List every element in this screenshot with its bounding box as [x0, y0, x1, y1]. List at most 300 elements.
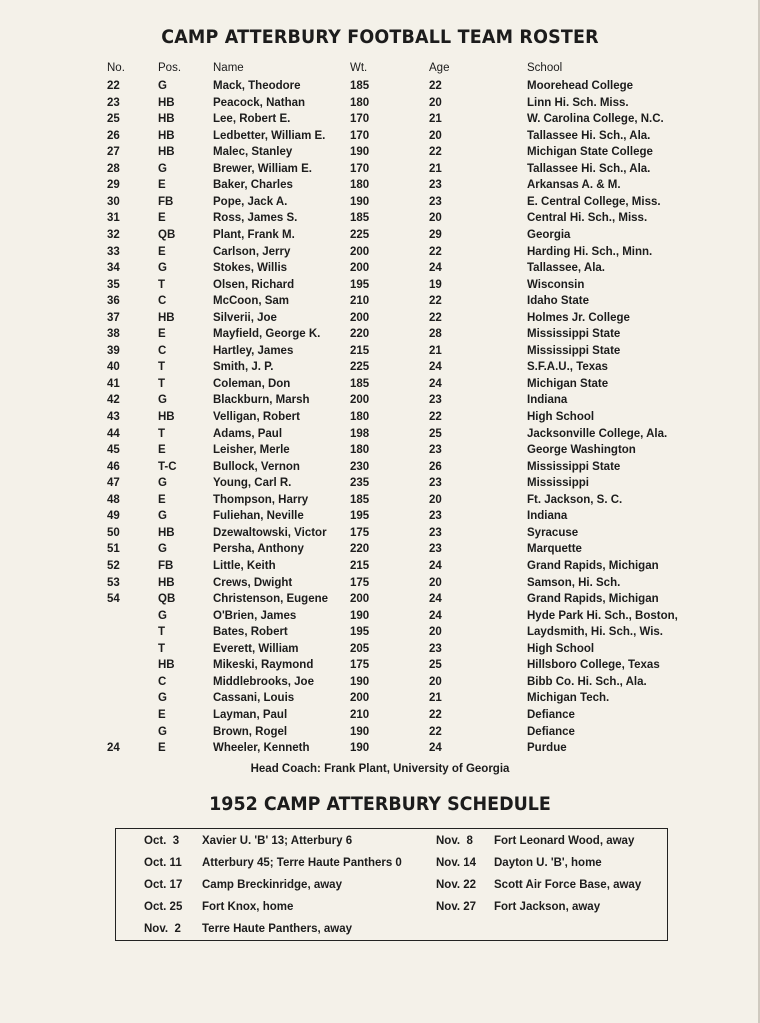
schedule-game: Fort Leonard Wood, away — [494, 835, 635, 847]
cell-pos: T — [158, 377, 166, 390]
table-row — [0, 428, 760, 444]
cell-pos: T — [158, 427, 166, 440]
roster-header — [0, 62, 760, 78]
cell-pos: E — [158, 328, 166, 341]
schedule-date: Oct. 25 — [144, 901, 183, 913]
schedule-game: Camp Breckinridge, away — [202, 879, 342, 891]
cell-name: Layman, Paul — [213, 708, 288, 721]
cell-no: 34 — [107, 262, 120, 275]
cell-age: 25 — [429, 427, 442, 440]
cell-age: 23 — [429, 179, 442, 192]
cell-wt: 180 — [350, 179, 370, 192]
cell-wt: 195 — [350, 626, 370, 639]
cell-name: O'Brien, James — [213, 609, 297, 622]
cell-name: Christenson, Eugene — [213, 593, 329, 606]
cell-pos: C — [158, 675, 167, 688]
cell-wt: 180 — [350, 444, 370, 457]
page-title: CAMP ATTERBURY FOOTBALL TEAM ROSTER — [161, 26, 599, 48]
schedule-game: Terre Haute Panthers, away — [202, 923, 352, 935]
cell-wt: 195 — [350, 510, 370, 523]
cell-name: Brewer, William E. — [213, 162, 312, 175]
cell-no: 30 — [107, 195, 120, 208]
cell-age: 23 — [429, 477, 442, 490]
schedule-game: Scott Air Force Base, away — [494, 879, 642, 891]
table-row — [0, 378, 760, 394]
cell-school: Arkansas A. & M. — [527, 179, 621, 192]
schedule-title: 1952 CAMP ATTERBURY SCHEDULE — [209, 793, 551, 815]
cell-school: Ft. Jackson, S. C. — [527, 493, 623, 506]
cell-pos: E — [158, 179, 166, 192]
cell-age: 23 — [429, 195, 442, 208]
cell-no: 36 — [107, 295, 120, 308]
table-row — [0, 510, 760, 526]
cell-wt: 210 — [350, 295, 370, 308]
schedule-date: Oct. 17 — [144, 879, 183, 891]
cell-wt: 200 — [350, 394, 370, 407]
cell-wt: 185 — [350, 377, 370, 390]
table-row — [0, 543, 760, 559]
cell-pos: T-C — [158, 460, 177, 473]
cell-name: Plant, Frank M. — [213, 229, 295, 241]
cell-wt: 175 — [350, 659, 370, 672]
cell-pos: FB — [158, 560, 174, 572]
cell-wt: 175 — [350, 526, 370, 539]
table-row — [0, 626, 760, 642]
cell-pos: QB — [158, 229, 176, 241]
cell-school: Mississippi State — [527, 344, 621, 357]
cell-wt: 190 — [350, 609, 370, 622]
table-row — [0, 262, 760, 278]
cell-age: 23 — [429, 642, 442, 655]
cell-school: Linn Hi. Sch. Miss. — [527, 96, 629, 109]
cell-wt: 185 — [350, 212, 370, 225]
cell-age: 19 — [429, 278, 442, 291]
cell-wt: 200 — [350, 245, 370, 258]
cell-school: Tallassee Hi. Sch., Ala. — [527, 129, 651, 142]
cell-age: 23 — [429, 526, 442, 539]
cell-name: Malec, Stanley — [213, 146, 293, 159]
table-row — [0, 146, 760, 162]
cell-no: 42 — [107, 394, 120, 407]
cell-pos: HB — [158, 96, 175, 109]
cell-wt: 225 — [350, 361, 370, 374]
table-row — [0, 461, 760, 477]
schedule-game: Atterbury 45; Terre Haute Panthers 0 — [202, 857, 402, 869]
cell-school: Grand Rapids, Michigan — [527, 560, 659, 572]
cell-school: Laydsmith, Hi. Sch., Wis. — [527, 626, 664, 639]
cell-pos: T — [158, 278, 166, 291]
cell-pos: G — [158, 609, 167, 622]
cell-no: 28 — [107, 162, 120, 175]
table-row — [0, 593, 760, 609]
cell-pos: G — [158, 80, 167, 92]
cell-name: Baker, Charles — [213, 179, 293, 192]
table-row — [0, 295, 760, 311]
cell-pos: FB — [158, 195, 174, 208]
cell-no: 38 — [107, 328, 120, 341]
schedule-game: Xavier U. 'B' 13; Atterbury 6 — [202, 835, 353, 847]
cell-age: 20 — [429, 129, 442, 142]
cell-pos: T — [158, 626, 166, 639]
schedule-game: Dayton U. 'B', home — [494, 857, 602, 869]
cell-name: McCoon, Sam — [213, 295, 290, 308]
cell-no: 40 — [107, 361, 120, 374]
cell-school: Tallassee, Ala. — [527, 262, 605, 275]
header-no: No. — [107, 62, 125, 74]
cell-no: 31 — [107, 212, 120, 225]
header-wt: Wt. — [350, 62, 368, 74]
cell-wt: 180 — [350, 96, 370, 109]
cell-name: Mack, Theodore — [213, 80, 301, 92]
cell-name: Leisher, Merle — [213, 444, 290, 457]
table-row — [0, 494, 760, 510]
table-row — [0, 726, 760, 742]
cell-pos: T — [158, 361, 166, 374]
schedule-date: Nov. 2 — [144, 923, 181, 935]
table-row — [0, 130, 760, 146]
cell-school: Michigan State — [527, 377, 609, 390]
table-row — [0, 212, 760, 228]
cell-no: 54 — [107, 593, 120, 606]
cell-wt: 215 — [350, 344, 370, 357]
cell-age: 24 — [429, 262, 442, 275]
cell-pos: HB — [158, 146, 175, 159]
cell-no: 33 — [107, 245, 120, 258]
cell-school: Holmes Jr. College — [527, 311, 630, 324]
cell-school: Marquette — [527, 543, 582, 556]
table-row — [0, 179, 760, 195]
cell-pos: E — [158, 444, 166, 457]
cell-age: 22 — [429, 311, 442, 324]
cell-pos: HB — [158, 129, 175, 142]
cell-pos: HB — [158, 526, 175, 539]
table-row — [0, 80, 760, 96]
cell-age: 20 — [429, 675, 442, 688]
cell-school: Georgia — [527, 229, 571, 241]
cell-name: Peacock, Nathan — [213, 96, 306, 109]
cell-pos: E — [158, 708, 166, 721]
cell-pos: HB — [158, 311, 175, 324]
table-row — [0, 394, 760, 410]
cell-age: 24 — [429, 742, 442, 754]
schedule-date: Oct. 3 — [144, 835, 180, 847]
table-row — [0, 709, 760, 725]
cell-pos: HB — [158, 113, 175, 126]
table-row — [0, 643, 760, 659]
cell-age: 23 — [429, 543, 442, 556]
cell-no: 35 — [107, 278, 120, 291]
cell-wt: 190 — [350, 725, 370, 738]
cell-pos: E — [158, 245, 166, 258]
table-row — [0, 444, 760, 460]
cell-age: 21 — [429, 162, 442, 175]
cell-wt: 220 — [350, 328, 370, 341]
schedule-box — [115, 828, 668, 941]
cell-school: Michigan State College — [527, 146, 653, 159]
cell-name: Little, Keith — [213, 560, 276, 572]
header-name: Name — [213, 62, 244, 74]
cell-no: 32 — [107, 229, 120, 241]
cell-name: Mayfield, George K. — [213, 328, 321, 341]
cell-school: Michigan Tech. — [527, 692, 610, 705]
cell-wt: 200 — [350, 262, 370, 275]
cell-age: 20 — [429, 493, 442, 506]
cell-age: 21 — [429, 692, 442, 705]
cell-age: 23 — [429, 444, 442, 457]
table-row — [0, 163, 760, 179]
table-row — [0, 279, 760, 295]
cell-age: 24 — [429, 609, 442, 622]
cell-no: 51 — [107, 543, 120, 556]
cell-school: Jacksonville College, Ala. — [527, 427, 668, 440]
cell-no: 26 — [107, 129, 120, 142]
head-coach: Head Coach: Frank Plant, University of Georgia — [250, 763, 510, 775]
cell-age: 26 — [429, 460, 442, 473]
cell-no: 22 — [107, 80, 120, 92]
cell-wt: 190 — [350, 195, 370, 208]
schedule-date: Nov. 8 — [436, 835, 473, 847]
cell-name: Pope, Jack A. — [213, 195, 288, 208]
table-row — [0, 361, 760, 377]
cell-age: 22 — [429, 295, 442, 308]
cell-name: Crews, Dwight — [213, 576, 293, 589]
cell-name: Carlson, Jerry — [213, 245, 291, 258]
cell-age: 24 — [429, 560, 442, 572]
cell-name: Brown, Rogel — [213, 725, 288, 738]
table-row — [0, 742, 760, 758]
header-pos: Pos. — [158, 62, 182, 74]
cell-wt: 225 — [350, 229, 370, 241]
cell-wt: 198 — [350, 427, 370, 440]
cell-age: 25 — [429, 659, 442, 672]
cell-age: 20 — [429, 576, 442, 589]
cell-age: 22 — [429, 411, 442, 423]
cell-school: Samson, Hi. Sch. — [527, 576, 621, 589]
cell-wt: 200 — [350, 593, 370, 606]
cell-name: Adams, Paul — [213, 427, 283, 440]
cell-name: Coleman, Don — [213, 377, 291, 390]
cell-school: Indiana — [527, 510, 568, 523]
cell-school: Idaho State — [527, 295, 589, 308]
cell-name: Bullock, Vernon — [213, 460, 300, 473]
table-row — [0, 477, 760, 493]
cell-school: Indiana — [527, 394, 568, 407]
cell-pos: E — [158, 493, 166, 506]
cell-wt: 200 — [350, 692, 370, 705]
table-row — [0, 577, 760, 593]
cell-name: Wheeler, Kenneth — [213, 742, 310, 754]
schedule-date: Nov. 27 — [436, 901, 477, 913]
cell-name: Persha, Anthony — [213, 543, 304, 556]
cell-age: 22 — [429, 146, 442, 159]
cell-school: Wisconsin — [527, 278, 585, 291]
cell-name: Hartley, James — [213, 344, 294, 357]
cell-age: 22 — [429, 708, 442, 721]
cell-age: 23 — [429, 510, 442, 523]
cell-name: Ross, James S. — [213, 212, 298, 225]
cell-name: Thompson, Harry — [213, 493, 309, 506]
cell-school: Defiance — [527, 708, 575, 721]
table-row — [0, 345, 760, 361]
cell-school: Purdue — [527, 742, 567, 754]
schedule-date: Nov. 14 — [436, 857, 477, 869]
cell-pos: HB — [158, 659, 175, 672]
cell-wt: 170 — [350, 162, 370, 175]
cell-wt: 190 — [350, 742, 370, 754]
cell-pos: G — [158, 162, 167, 175]
cell-name: Middlebrooks, Joe — [213, 675, 314, 688]
cell-no: 53 — [107, 576, 120, 589]
cell-pos: G — [158, 262, 167, 275]
table-row — [0, 196, 760, 212]
cell-school: E. Central College, Miss. — [527, 195, 661, 208]
table-row — [0, 527, 760, 543]
cell-school: Central Hi. Sch., Miss. — [527, 212, 648, 225]
cell-no: 47 — [107, 477, 120, 490]
cell-pos: G — [158, 394, 167, 407]
cell-school: Grand Rapids, Michigan — [527, 593, 659, 606]
cell-no: 27 — [107, 146, 120, 159]
cell-age: 22 — [429, 80, 442, 92]
cell-name: Dzewaltowski, Victor — [213, 526, 327, 539]
cell-age: 22 — [429, 245, 442, 258]
cell-no: 46 — [107, 460, 120, 473]
cell-no: 37 — [107, 311, 120, 324]
cell-name: Ledbetter, William E. — [213, 129, 326, 142]
cell-no: 52 — [107, 560, 120, 572]
cell-pos: E — [158, 212, 166, 225]
cell-name: Blackburn, Marsh — [213, 394, 310, 407]
cell-school: High School — [527, 411, 595, 423]
cell-school: Hyde Park Hi. Sch., Boston, — [527, 609, 678, 622]
cell-no: 23 — [107, 96, 120, 109]
cell-school: Mississippi — [527, 477, 589, 490]
cell-no: 43 — [107, 411, 120, 423]
schedule-game: Fort Knox, home — [202, 901, 294, 913]
table-row — [0, 113, 760, 129]
table-row — [0, 312, 760, 328]
cell-age: 20 — [429, 212, 442, 225]
cell-name: Bates, Robert — [213, 626, 288, 639]
cell-age: 24 — [429, 593, 442, 606]
cell-school: Bibb Co. Hi. Sch., Ala. — [527, 675, 647, 688]
cell-age: 29 — [429, 229, 442, 241]
cell-wt: 180 — [350, 411, 370, 423]
cell-wt: 205 — [350, 642, 370, 655]
cell-pos: G — [158, 543, 167, 556]
cell-school: George Washington — [527, 444, 636, 457]
cell-pos: HB — [158, 576, 175, 589]
cell-pos: G — [158, 510, 167, 523]
cell-wt: 230 — [350, 460, 370, 473]
cell-wt: 170 — [350, 113, 370, 126]
cell-pos: C — [158, 295, 167, 308]
cell-age: 20 — [429, 626, 442, 639]
cell-pos: C — [158, 344, 167, 357]
cell-no: 50 — [107, 526, 120, 539]
cell-school: Harding Hi. Sch., Minn. — [527, 245, 653, 258]
cell-wt: 215 — [350, 560, 370, 572]
cell-school: W. Carolina College, N.C. — [527, 113, 664, 126]
cell-wt: 190 — [350, 146, 370, 159]
cell-name: Fuliehan, Neville — [213, 510, 304, 523]
cell-school: S.F.A.U., Texas — [527, 361, 608, 374]
cell-wt: 175 — [350, 576, 370, 589]
cell-wt: 235 — [350, 477, 370, 490]
cell-age: 24 — [429, 377, 442, 390]
table-row — [0, 411, 760, 427]
cell-age: 23 — [429, 394, 442, 407]
cell-wt: 195 — [350, 278, 370, 291]
cell-name: Young, Carl R. — [213, 477, 292, 490]
cell-pos: HB — [158, 411, 175, 423]
header-age: Age — [429, 62, 450, 74]
cell-pos: G — [158, 725, 167, 738]
cell-name: Cassani, Louis — [213, 692, 295, 705]
cell-age: 21 — [429, 344, 442, 357]
table-row — [0, 97, 760, 113]
cell-school: Hillsboro College, Texas — [527, 659, 660, 672]
cell-school: Defiance — [527, 725, 575, 738]
cell-pos: E — [158, 742, 166, 754]
table-row — [0, 560, 760, 576]
table-row — [0, 692, 760, 708]
cell-name: Smith, J. P. — [213, 361, 274, 374]
cell-name: Mikeski, Raymond — [213, 659, 314, 672]
cell-no: 25 — [107, 113, 120, 126]
cell-wt: 220 — [350, 543, 370, 556]
cell-name: Everett, William — [213, 642, 299, 655]
schedule-date: Nov. 22 — [436, 879, 477, 891]
cell-wt: 200 — [350, 311, 370, 324]
cell-school: Syracuse — [527, 526, 579, 539]
cell-name: Olsen, Richard — [213, 278, 295, 291]
cell-no: 48 — [107, 493, 120, 506]
cell-wt: 185 — [350, 80, 370, 92]
cell-wt: 210 — [350, 708, 370, 721]
cell-wt: 190 — [350, 675, 370, 688]
cell-school: High School — [527, 642, 595, 655]
cell-school: Moorehead College — [527, 80, 634, 92]
schedule-game: Fort Jackson, away — [494, 901, 601, 913]
cell-name: Velligan, Robert — [213, 411, 300, 423]
cell-name: Stokes, Willis — [213, 262, 288, 275]
cell-school: Tallassee Hi. Sch., Ala. — [527, 162, 651, 175]
cell-age: 28 — [429, 328, 442, 341]
cell-no: 49 — [107, 510, 120, 523]
table-row — [0, 328, 760, 344]
cell-pos: G — [158, 477, 167, 490]
cell-age: 20 — [429, 96, 442, 109]
cell-age: 24 — [429, 361, 442, 374]
table-row — [0, 659, 760, 675]
cell-age: 22 — [429, 725, 442, 738]
cell-pos: G — [158, 692, 167, 705]
table-row — [0, 246, 760, 262]
cell-wt: 170 — [350, 129, 370, 142]
cell-no: 45 — [107, 444, 120, 457]
cell-name: Silverii, Joe — [213, 311, 277, 324]
table-row — [0, 676, 760, 692]
cell-pos: T — [158, 642, 166, 655]
cell-no: 24 — [107, 742, 120, 754]
cell-no: 29 — [107, 179, 120, 192]
cell-no: 44 — [107, 427, 120, 440]
cell-no: 39 — [107, 344, 120, 357]
cell-school: Mississippi State — [527, 460, 621, 473]
cell-name: Lee, Robert E. — [213, 113, 291, 126]
cell-age: 21 — [429, 113, 442, 126]
